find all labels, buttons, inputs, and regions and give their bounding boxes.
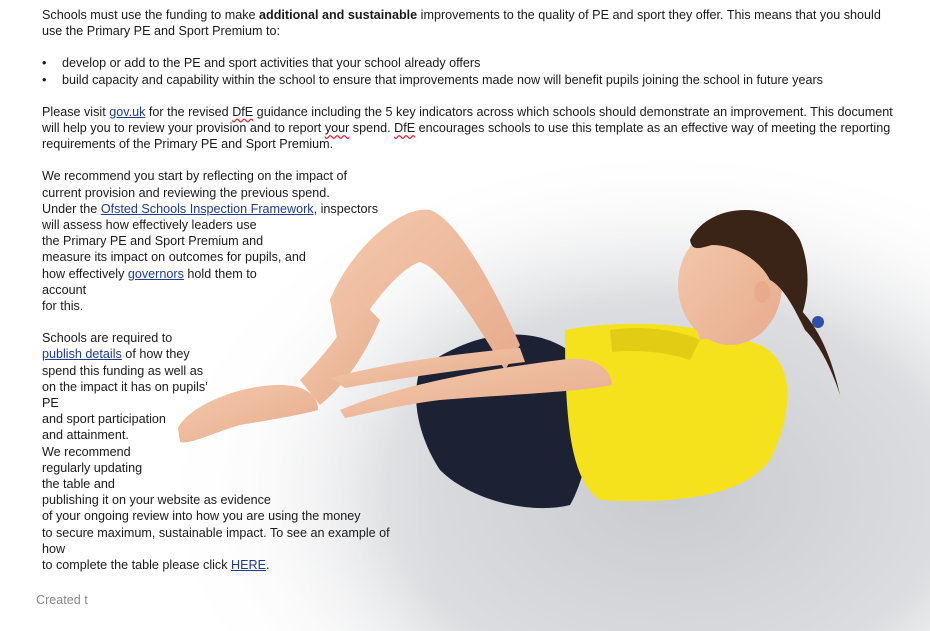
bullet-list bbox=[42, 55, 902, 87]
text-line bbox=[42, 557, 412, 573]
text-line: the table and bbox=[42, 477, 115, 492]
visit-text: guidance including the 5 key indicators across which schools should demonstrate an improvement. This document will help you to review your provision and to report bbox=[42, 104, 893, 136]
visit-text: spend. bbox=[349, 121, 395, 136]
list-item: • build capacity and capability within the school to ensure that improvements made now will benefit pupils joining the school in future years bbox=[42, 72, 902, 88]
intro-text-post: improvements to the quality of PE and sport they offer. This means that you should use the Primary PE and Sport Premium to: bbox=[42, 8, 881, 39]
text-line: current provision and reviewing the previous spend. bbox=[42, 185, 330, 200]
text-line: will assess how effectively leaders use bbox=[42, 218, 257, 233]
publish-details-link[interactable]: publish details bbox=[42, 347, 122, 362]
text-line: spend this funding as well as bbox=[42, 363, 204, 378]
text-line bbox=[42, 266, 412, 282]
your-text: your bbox=[324, 121, 350, 136]
text-line: to secure maximum, sustainable impact. To see an example of how bbox=[42, 525, 390, 556]
recommend-paragraph bbox=[42, 168, 412, 314]
footer-text: Created t bbox=[36, 593, 88, 607]
required-paragraph bbox=[42, 330, 412, 573]
text-span: to complete the table please click bbox=[42, 558, 232, 573]
text-span: . bbox=[266, 558, 270, 573]
text-line bbox=[42, 346, 412, 362]
intro-bold: additional and sustainable bbox=[259, 8, 418, 22]
document-body bbox=[42, 7, 902, 573]
text-line: Schools are required to bbox=[42, 331, 173, 346]
intro-paragraph bbox=[42, 7, 902, 39]
text-line: of your ongoing review into how you are using the money bbox=[42, 509, 361, 524]
text-line: regularly updating bbox=[42, 460, 143, 475]
text-span: hold them to bbox=[183, 266, 257, 281]
text-span: Under the bbox=[42, 201, 101, 216]
text-span: of how they bbox=[121, 347, 190, 362]
text-line: for this. bbox=[42, 299, 84, 314]
dfe-text: DfE bbox=[394, 121, 416, 136]
visit-paragraph bbox=[42, 104, 902, 153]
text-line: and sport participation bbox=[42, 412, 166, 427]
intro-text: Schools must use the funding to make bbox=[42, 8, 260, 22]
text-line: the Primary PE and Sport Premium and bbox=[42, 234, 264, 249]
text-line bbox=[42, 201, 412, 217]
text-line: and attainment. bbox=[42, 428, 129, 443]
gov-uk-link[interactable]: gov.uk bbox=[109, 104, 146, 119]
ofsted-framework-link[interactable]: Ofsted Schools Inspection Framework bbox=[100, 201, 314, 216]
visit-text: Please visit bbox=[42, 104, 110, 119]
governors-link[interactable]: governors bbox=[127, 266, 184, 281]
text-line: account bbox=[42, 282, 87, 297]
text-line: publishing it on your website as evidence bbox=[42, 493, 271, 508]
text-line: We recommend you start by reflecting on the impact of bbox=[42, 169, 347, 184]
visit-text: encourages schools to use this template as an effective way of meeting the reporting requirements of the Primary PE and Sport Premium. bbox=[42, 121, 891, 152]
text-line: on the impact it has on pupils’ bbox=[42, 379, 208, 394]
text-span: how effectively bbox=[42, 266, 128, 281]
text-span: , inspectors bbox=[313, 201, 379, 216]
text-line: measure its impact on outcomes for pupils, and bbox=[42, 250, 306, 265]
list-item: • develop or add to the PE and sport activities that your school already offers bbox=[42, 55, 902, 71]
dfe-text: DfE bbox=[232, 104, 254, 119]
text-line: PE bbox=[42, 396, 59, 411]
text-line: We recommend bbox=[42, 444, 131, 459]
visit-text: for the revised bbox=[145, 104, 233, 119]
here-link[interactable]: HERE bbox=[231, 558, 267, 573]
